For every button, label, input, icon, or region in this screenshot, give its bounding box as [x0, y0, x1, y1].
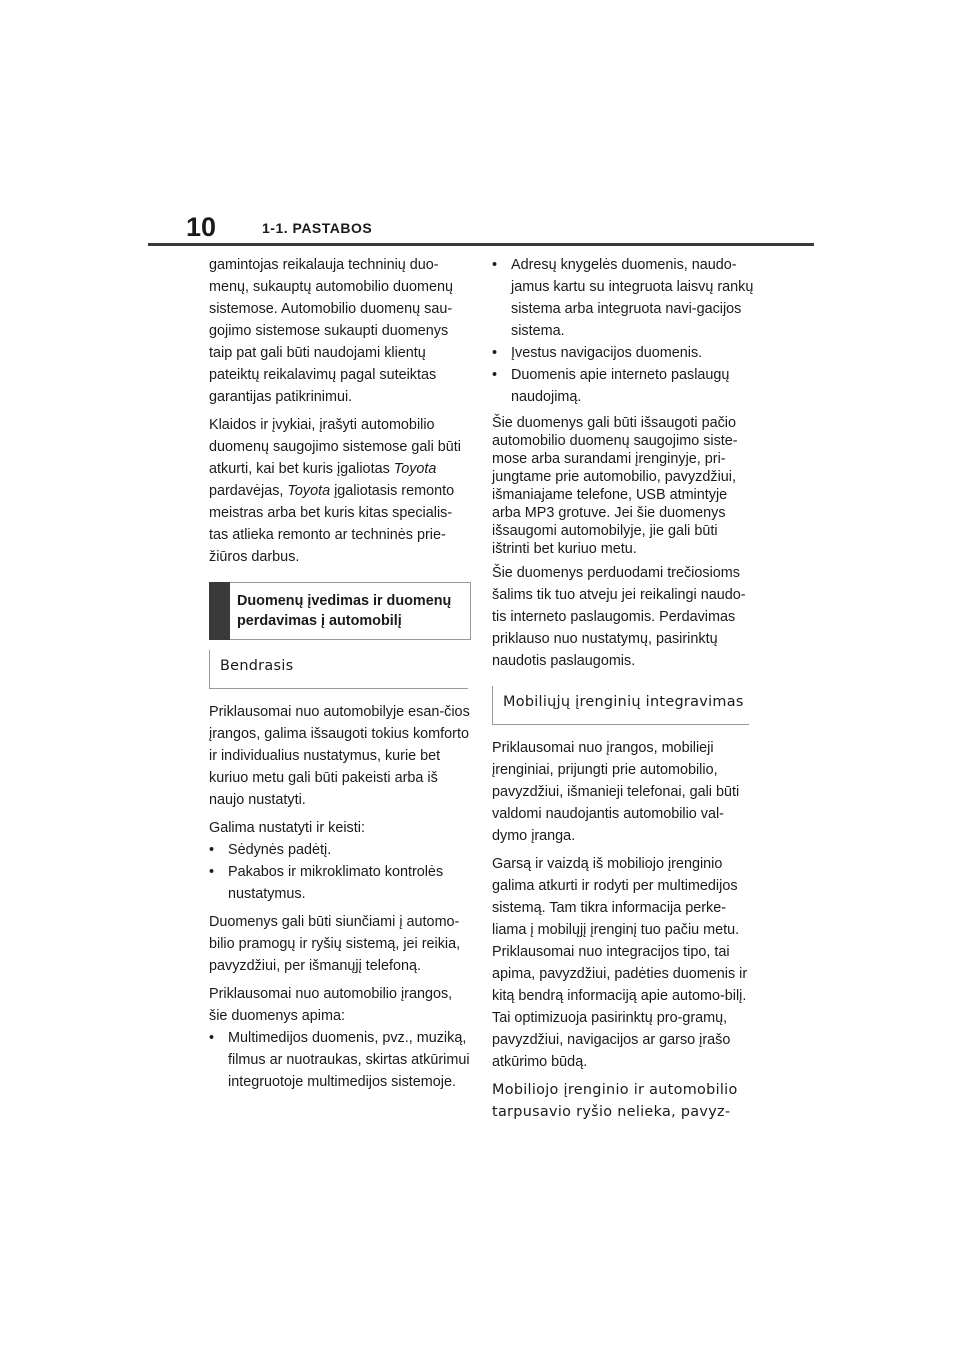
section-heading-box [209, 582, 471, 640]
paragraph: Priklausomai nuo automobilyje esan-čios įrangos, galima išsaugoti tokius komforto ir individualius nustatymus, kurie bet kuriuo metu gali būti pakeisti arba iš naujo nustatyti. [209, 704, 470, 808]
bullet-marker: • [492, 257, 498, 273]
bullet-list [209, 839, 471, 905]
paragraph: gamintojas reikalauja techninių duo-menų, sukauptų automobilio duomenų sistemose. Automobilio duomenų sau-gojimo sistemose sukaupti duomenys taip pat gali būti naudojami klientų pateiktų reikalavimų pagal suteiktas garantijas patikrinimui. [209, 257, 454, 405]
section-title: 1-1. PASTABOS [262, 220, 373, 236]
brand-name: Toyota [287, 483, 331, 499]
bullet-marker: • [209, 1030, 215, 1046]
bullet-marker: • [209, 842, 215, 858]
paragraph: Garsą ir vaizdą iš mobiliojo įrenginio galima atkurti ir rodyti per multimedijos sistemą. Tam tikra informacija perke-liama į mobilųjį įrenginį tuo pačiu metu. Priklausomai nuo integracijos tipo, tai apima, pavyzdžiui, padėties duomenis ir kitą bendrą informaciją apie automo-bilį. Tai optimizuoja pasirinktų pro-gramų, pavyzdžiui, navigacijos ar garso įrašo atkūrimo būdą. [492, 856, 748, 1070]
paragraph: Šie duomenys perduodami trečiosioms šalims tik tuo atveju jei reikalingi naudo-tis interneto paslaugomis. Perdavimas priklauso nuo nustatymų, pasirinktų naudotis paslaugomis. [492, 565, 746, 669]
subheading: Mobiliųjų įrenginių integravimas [503, 694, 744, 710]
bullet-marker: • [492, 345, 498, 361]
paragraph: Galima nustatyti ir keisti: [209, 820, 365, 836]
subheading: Bendrasis [220, 658, 294, 674]
list-item: • Duomenis apie interneto paslaugų naudojimą. [492, 364, 754, 408]
paragraph: Duomenys gali būti siunčiami į automo-bilio pramogų ir ryšių sistemą, jei reikia, pavyzdžiui, per išmanųjį telefoną. [209, 914, 461, 974]
header-rule [148, 243, 814, 246]
list-item: • Multimedijos duomenis, pvz., muziką, filmus ar nuotraukas, skirtas atkūrimui integruotoje multimedijos sistemoje. [209, 1027, 471, 1093]
left-column [209, 254, 471, 1099]
list-item: • Įvestus navigacijos duomenis. [492, 342, 754, 364]
brand-name: Toyota [393, 461, 437, 477]
paragraph-lead: Mobiliojo įrenginio ir automobilio tarpusavio ryšio nelieka, pavyz- [492, 1082, 738, 1120]
right-column [492, 254, 754, 1123]
bullet-marker: • [209, 864, 215, 880]
page-number: 10 [186, 212, 217, 242]
paragraph: Priklausomai nuo automobilio įrangos, šie duomenys apima: [209, 986, 453, 1024]
bullet-marker: • [492, 367, 498, 383]
list-item: • Adresų knygelės duomenis, naudo-jamus kartu su integruota laisvų rankų sistema arba integruota navi-gacijos sistema. [492, 254, 754, 342]
paragraph: Klaidos ir įvykiai, įrašyti automobilio duomenų saugojimo sistemose gali būti atkurti, kai bet kuris įgaliotas Toyota pardavėjas, Toyota įgaliotasis remonto meistras arba bet kuris kitas specialis-tas atlieka remonto ar techninės prie-žiūros darbus. [209, 417, 461, 565]
bullet-list [209, 1027, 471, 1093]
heading-bar [209, 582, 230, 640]
section-heading: Duomenų įvedimas ir duomenų perdavimas į automobilį [237, 593, 452, 629]
subheading-box [209, 650, 468, 689]
paragraph: Priklausomai nuo įrangos, mobilieji įrenginiai, prijungti prie automobilio, pavyzdžiui, išmanieji telefonai, gali būti valdomi naudojantis automobilio val-dymo įranga. [492, 740, 740, 844]
list-item: • Sėdynės padėtį. [209, 839, 471, 861]
bullet-list [492, 254, 754, 408]
list-item: • Pakabos ir mikroklimato kontrolės nustatymus. [209, 861, 471, 905]
subheading-box [492, 686, 749, 725]
paragraph: Šie duomenys gali būti išsaugoti pačio automobilio duomenų saugojimo siste-mose arba surandami įrenginyje, pri-jungtame prie automobilio, pavyzdžiui, išmaniajame telefone, USB atmintyje arba MP3 grotuve. Jei šie duomenys išsaugomi automobilyje, jie gali būti ištrinti bet kuriuo metu. [492, 415, 738, 557]
